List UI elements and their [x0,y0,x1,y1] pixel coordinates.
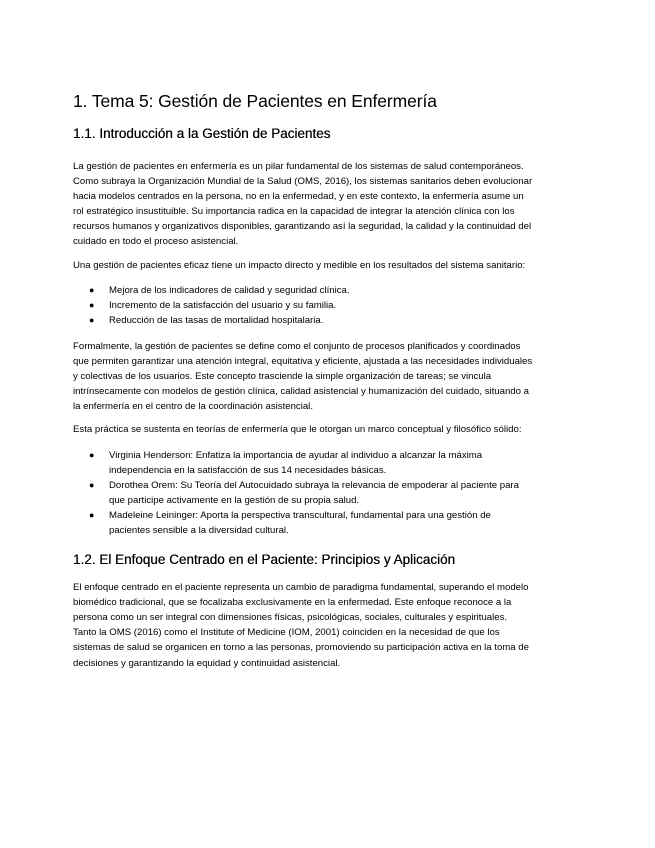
document-page [73,88,533,671]
intro-paragraph-4: Esta práctica se sustenta en teorías de enfermería que le otorgan un marco conceptual y filosófico sólido: [73,424,522,436]
list-item-text: Virginia Henderson: Enfatiza la importancia de ayudar al individuo a alcanzar la máxima independencia en la satisfacción de sus 14 necesidades básicas. [109,449,483,476]
document-title: 1. Tema 5: Gestión de Pacientes en Enfermería [73,91,437,111]
bullet-icon: ● [89,284,95,295]
bullet-icon: ● [89,449,95,460]
section-heading-intro: 1.1. Introducción a la Gestión de Pacientes [73,126,331,141]
list-item-text: Reducción de las tasas de mortalidad hospitalaria. [109,314,324,326]
bullet-icon: ● [89,479,95,490]
list-item-text: Madeleine Leininger: Aporta la perspectiva transcultural, fundamental para una gestión de pacientes sensible a la diversidad cultural. [109,509,491,536]
outcomes-list [73,283,533,328]
patient-centered-paragraph-1: El enfoque centrado en el paciente representa un cambio de paradigma fundamental, superando el modelo biomédico tradicional, que se focalizaba exclusivamente en la enfermedad. Este enfoque reconoce a la persona como un ser integral con dimensiones físicas, psicológicas, sociales, culturales y espirituales. Tanto la OMS (2016) como el Institute of Medicine (IOM, 2001) coinciden en la necesidad de que los sistemas de salud se organicen en torno a las personas, promoviendo su participación activa en la toma de decisiones y garantizando la equidad y continuidad asistencial. [73,582,529,669]
list-item [73,298,533,313]
list-item [73,283,533,298]
list-item [73,478,533,508]
list-item-text: Dorothea Orem: Su Teoría del Autocuidado subraya la relevancia de empoderar al paciente para que participe activamente en la gestión de su propia salud. [109,479,519,506]
list-item [73,508,533,538]
section-heading-patient-centered: 1.2. El Enfoque Centrado en el Paciente: Principios y Aplicación [73,552,455,568]
list-item-text: Incremento de la satisfacción del usuario y su familia. [109,299,337,311]
intro-paragraph-2: Una gestión de pacientes eficaz tiene un impacto directo y medible en los resultados del sistema sanitario: [73,259,526,271]
theories-list [73,448,533,539]
list-item [73,313,533,328]
bullet-icon: ● [89,299,95,310]
bullet-icon: ● [89,314,95,325]
list-item-text: Mejora de los indicadores de calidad y seguridad clínica. [109,284,350,296]
bullet-icon: ● [89,509,95,520]
intro-paragraph-3: Formalmente, la gestión de pacientes se define como el conjunto de procesos planificados y coordinados que permiten garantizar una atención integral, equitativa y eficiente, ajustada a las necesidades individuales y colectivas de los usuarios. Este concepto trasciende la simple organización de tareas; se vincula intrínsecamente con modelos de gestión clínica, calidad asistencial y humanización del cuidado, situando a la enfermería en el centro de la coordinación asistencial. [73,340,533,413]
intro-paragraph-1: La gestión de pacientes en enfermería es un pilar fundamental de los sistemas de salud contemporáneos. Como subraya la Organización Mundial de la Salud (OMS, 2016), los sistemas sanitarios deben evolucionar hacia modelos centrados en la persona, no en la enfermedad, y en este contexto, la enfermería asume un rol estratégico insustituible. Su importancia radica en la capacidad de integrar la atención clínica con los recursos humanos y organizativos disponibles, garantizando así la seguridad, la calidad y la continuidad del cuidado en todo el proceso asistencial. [73,161,533,248]
list-item [73,448,533,478]
